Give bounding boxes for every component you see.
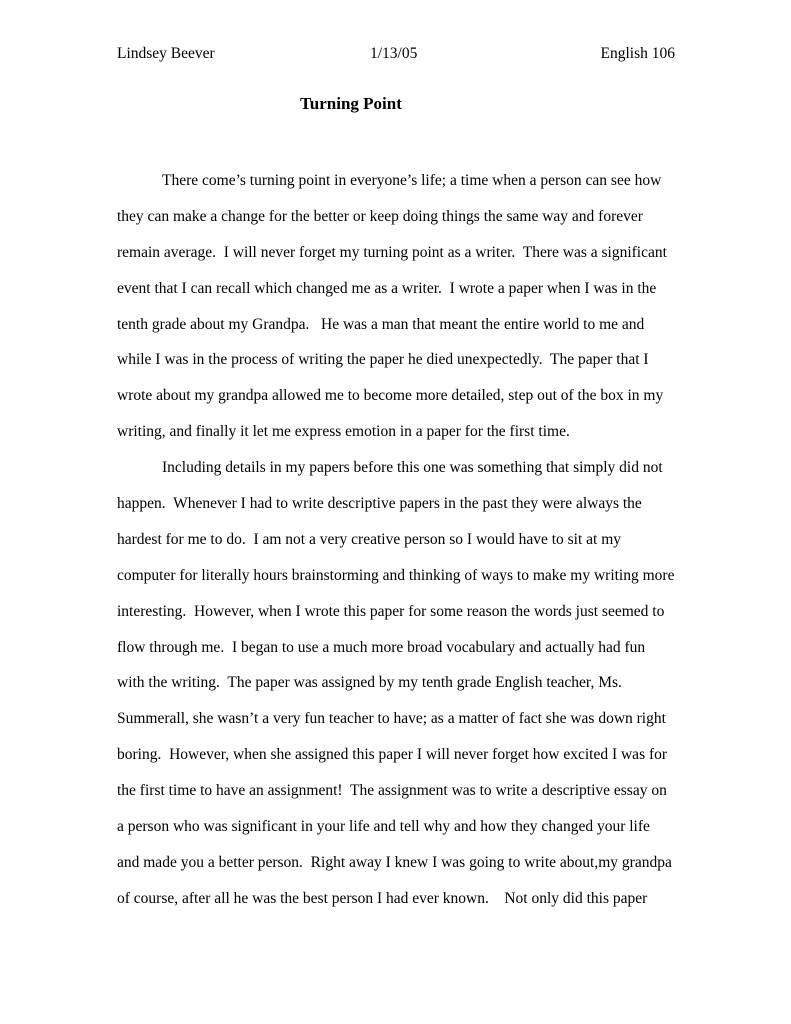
text-line: Summerall, she wasn’t a very fun teacher to have; as a matter of fact she was down right bbox=[117, 710, 666, 728]
header-date: 1/13/05 bbox=[370, 45, 418, 62]
text-line: event that I can recall which changed me as a writer. I wrote a paper when I was in the bbox=[117, 279, 657, 297]
paragraph bbox=[117, 455, 677, 922]
text-line: of course, after all he was the best person I had ever known. Not only did this paper bbox=[117, 889, 648, 907]
text-line: they can make a change for the better or keep doing things the same way and forever bbox=[117, 207, 643, 225]
text-line: There come’s turning point in everyone’s life; a time when a person can see how bbox=[162, 172, 662, 189]
text-line: wrote about my grandpa allowed me to become more detailed, step out of the box in my bbox=[117, 387, 664, 405]
text-line: while I was in the process of writing the paper he died unexpectedly. The paper that I bbox=[117, 351, 649, 369]
header-author: Lindsey Beever bbox=[117, 45, 215, 62]
text-line: remain average. I will never forget my turning point as a writer. There was a significant bbox=[117, 243, 667, 261]
page-header bbox=[117, 45, 675, 67]
text-line: flow through me. I began to use a much more broad vocabulary and actually had fun bbox=[117, 638, 646, 656]
text-line: and made you a better person. Right away I knew I was going to write about,my grandpa bbox=[117, 853, 672, 871]
text-line: boring. However, when she assigned this paper I will never forget how excited I was for bbox=[117, 746, 668, 764]
paragraph bbox=[117, 168, 677, 455]
text-line: writing, and finally it let me express emotion in a paper for the first time. bbox=[117, 423, 570, 441]
text-line: Including details in my papers before this one was something that simply did not bbox=[162, 459, 663, 477]
text-line: interesting. However, when I wrote this paper for some reason the words just seemed to bbox=[117, 602, 665, 620]
text-line: the first time to have an assignment! The assignment was to write a descriptive essay on bbox=[117, 782, 667, 800]
text-line: hardest for me to do. I am not a very creative person so I would have to sit at my bbox=[117, 530, 622, 548]
text-line: a person who was significant in your life and tell why and how they changed your life bbox=[117, 818, 650, 836]
document-body bbox=[117, 168, 677, 922]
text-line: tenth grade about my Grandpa. He was a man that meant the entire world to me and bbox=[117, 315, 645, 333]
document-title: Turning Point bbox=[300, 94, 402, 113]
header-course: English 106 bbox=[600, 45, 675, 62]
text-line: with the writing. The paper was assigned by my tenth grade English teacher, Ms. bbox=[117, 674, 622, 692]
text-line: happen. Whenever I had to write descriptive papers in the past they were always the bbox=[117, 495, 642, 513]
text-line: computer for literally hours brainstorming and thinking of ways to make my writing more bbox=[117, 566, 675, 584]
